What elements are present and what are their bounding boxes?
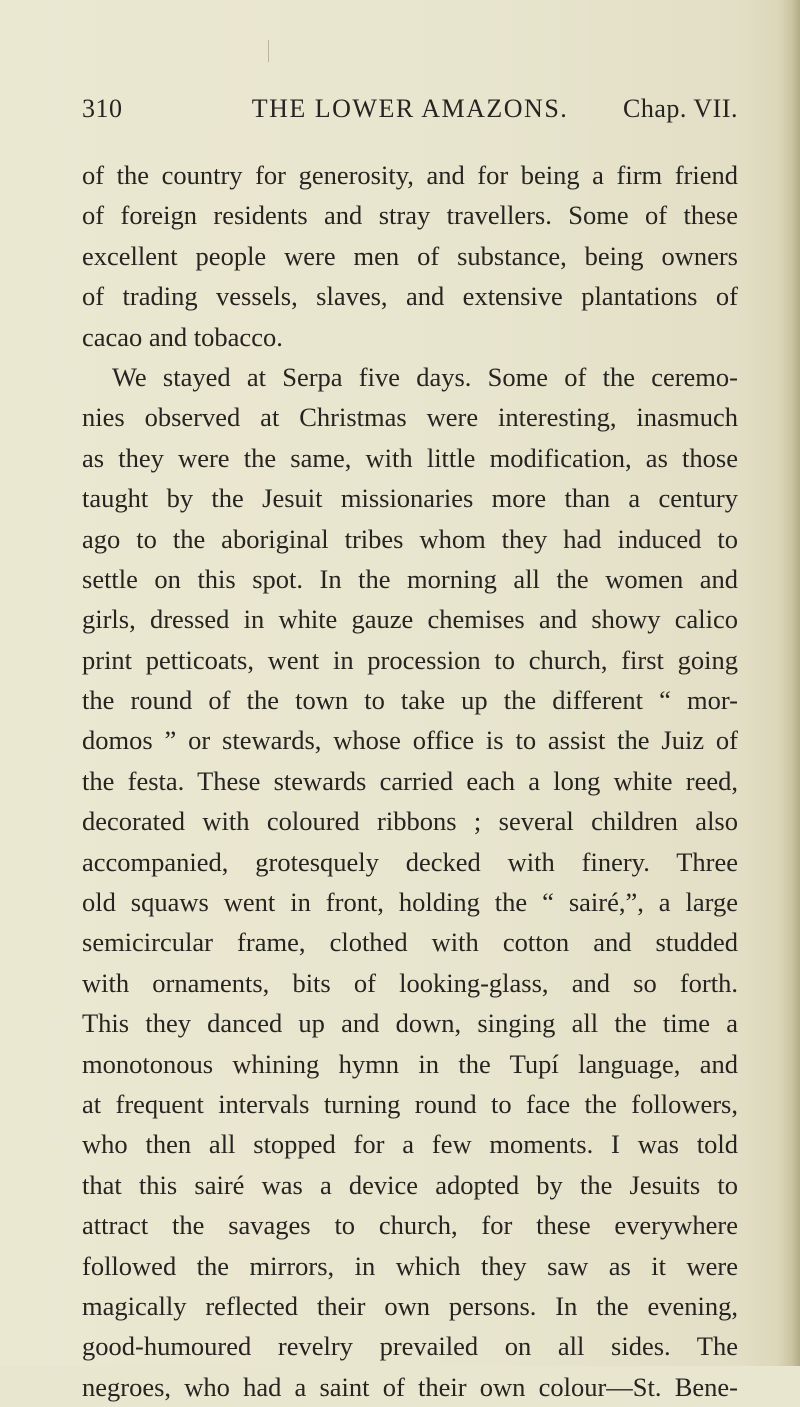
running-title: THE LOWER AMAZONS.	[251, 94, 569, 123]
text-line: accompanied, grotesquely decked with finery. Three	[82, 846, 738, 877]
text-line: We stayed at Serpa five days. Some of the ceremo-	[112, 361, 738, 392]
text-line: cacao and tobacco.	[82, 321, 283, 352]
text-line: nies observed at Christmas were interesting, inasmuch	[82, 402, 738, 433]
text-line: monotonous whining hymn in the Tupí language, and	[82, 1048, 738, 1079]
body-text	[82, 155, 738, 1407]
paper-crease	[268, 40, 269, 62]
text-line: excellent people were men of substance, being owners	[82, 240, 738, 271]
text-line: the round of the town to take up the different “ mor-	[82, 685, 738, 716]
text-line: who then all stopped for a few moments. I was told	[82, 1129, 738, 1160]
text-line: at frequent intervals turning round to face the followers,	[82, 1088, 738, 1119]
text-line: the festa. These stewards carried each a long white reed,	[82, 765, 738, 796]
text-line: negroes, who had a saint of their own colour—St. Bene-	[82, 1371, 738, 1402]
text-line: attract the savages to church, for these everywhere	[82, 1210, 738, 1241]
text-line: followed the mirrors, in which they saw as it were	[82, 1250, 738, 1281]
text-line: decorated with coloured ribbons ; several children also	[82, 806, 738, 837]
text-line: old squaws went in front, holding the “ sairé,”, a large	[82, 887, 738, 918]
text-line: ago to the aboriginal tribes whom they had induced to	[82, 523, 738, 554]
text-line: girls, dressed in white gauze chemises and showy calico	[82, 604, 738, 635]
text-line: semicircular frame, clothed with cotton and studded	[82, 927, 738, 958]
text-line: of foreign residents and stray travellers. Some of these	[82, 200, 738, 231]
text-line: good-humoured revelry prevailed on all sides. The	[82, 1331, 738, 1362]
text-line: settle on this spot. In the morning all the women and	[82, 563, 738, 594]
text-line: with ornaments, bits of looking-glass, and so forth.	[82, 967, 738, 998]
page-edge-shadow	[778, 0, 800, 1366]
text-line: This they danced up and down, singing all the time a	[82, 1008, 738, 1039]
text-line: domos ” or stewards, whose office is to assist the Juiz of	[82, 725, 738, 756]
text-line: magically reflected their own persons. In the evening,	[82, 1290, 738, 1321]
text-line: of trading vessels, slaves, and extensive plantations of	[82, 281, 738, 312]
chapter-label: Chap. VII.	[622, 94, 738, 123]
text-line: of the country for generosity, and for being a firm friend	[82, 160, 738, 190]
text-line: print petticoats, went in procession to church, first going	[82, 644, 738, 675]
page-number: 310	[82, 94, 123, 123]
text-line: as they were the same, with little modification, as those	[82, 442, 738, 473]
text-line: that this sairé was a device adopted by the Jesuits to	[82, 1169, 738, 1200]
text-line: taught by the Jesuit missionaries more than a century	[82, 483, 738, 514]
running-head	[82, 94, 738, 134]
